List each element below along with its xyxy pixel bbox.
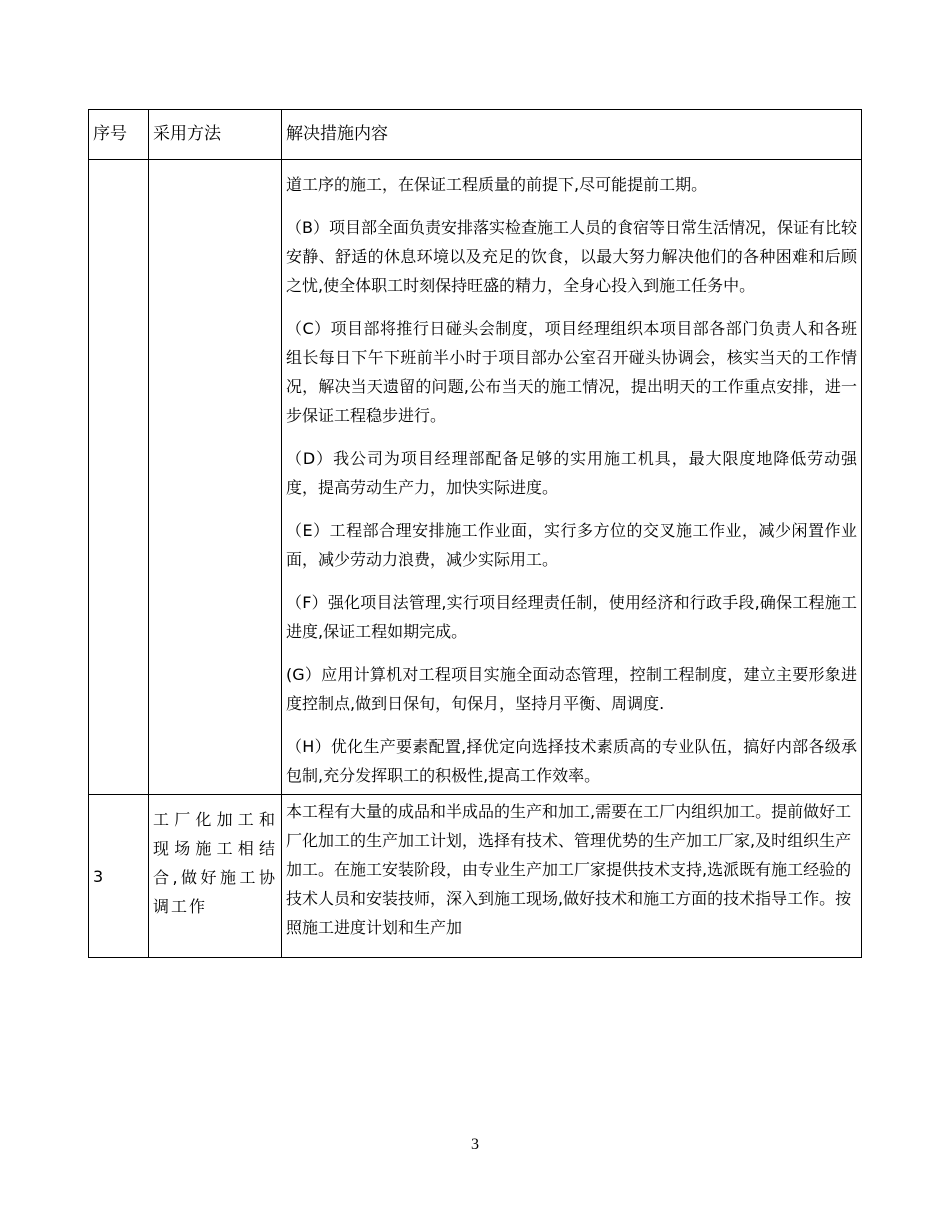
cell-num-3: 3 <box>89 795 149 958</box>
table-row-3 <box>89 795 862 958</box>
header-method: 采用方法 <box>149 110 282 160</box>
paragraph-e: （E）工程部合理安排施工作业面，实行多方位的交叉施工作业，减少闲置作业面，减少劳动力浪费，减少实际用工。 <box>286 521 857 569</box>
measures-table <box>88 109 862 958</box>
paragraph-d: （D）我公司为项目经理部配备足够的实用施工机具，最大限度地降低劳动强度，提高劳动生产力，加快实际进度。 <box>286 449 857 497</box>
cell-content-3: 本工程有大量的成品和半成品的生产和加工,需要在工厂内组织加工。提前做好工厂化加工的生产加工计划，选择有技术、管理优势的生产加工厂家,及时组织生产加工。在施工安装阶段，由专业生产加工厂家提供技术支持,选派既有施工经验的技术人员和安装技师，深入到施工现场,做好技术和施工方面的技术指导工作。按照施工进度计划和生产加 <box>282 795 862 958</box>
paragraph-h: （H）优化生产要素配置,择优定向选择技术素质高的专业队伍，搞好内部各级承包制,充分发挥职工的积极性,提高工作效率。 <box>286 737 857 785</box>
table-header-row <box>89 110 862 160</box>
paragraph-b: （B）项目部全面负责安排落实检查施工人员的食宿等日常生活情况，保证有比较安静、舒适的休息环境以及充足的饮食，以最大努力解决他们的各种困难和后顾之忧,使全体职工时刻保持旺盛的精力，全身心投入到施工任务中。 <box>286 218 857 295</box>
paragraph-g: (G）应用计算机对工程项目实施全面动态管理，控制工程制度，建立主要形象进度控制点,做到日保旬，旬保月，坚持月平衡、周调度. <box>286 665 857 713</box>
paragraph-f: （F）强化项目法管理,实行项目经理责任制，使用经济和行政手段,确保工程施工进度,保证工程如期完成。 <box>286 593 857 641</box>
paragraph-continued: 道工序的施工，在保证工程质量的前提下,尽可能提前工期。 <box>286 175 708 194</box>
header-content: 解决措施内容 <box>282 110 862 160</box>
cell-method-empty <box>149 160 282 795</box>
cell-content-continuation <box>282 160 862 795</box>
table-row-continuation <box>89 160 862 795</box>
cell-num-empty <box>89 160 149 795</box>
page-number: 3 <box>471 1136 479 1153</box>
header-num: 序号 <box>89 110 149 160</box>
paragraph-c: （C）项目部将推行日碰头会制度，项目经理组织本项目部各部门负责人和各班组长每日下午下班前半小时于项目部办公室召开碰头协调会，核实当天的工作情况，解决当天遗留的问题,公布当天的施工情况，提出明天的工作重点安排，进一步保证工程稳步进行。 <box>286 319 857 425</box>
cell-method-3: 工厂化加工和现场施工相结合,做好施工协调工作 <box>149 795 282 958</box>
